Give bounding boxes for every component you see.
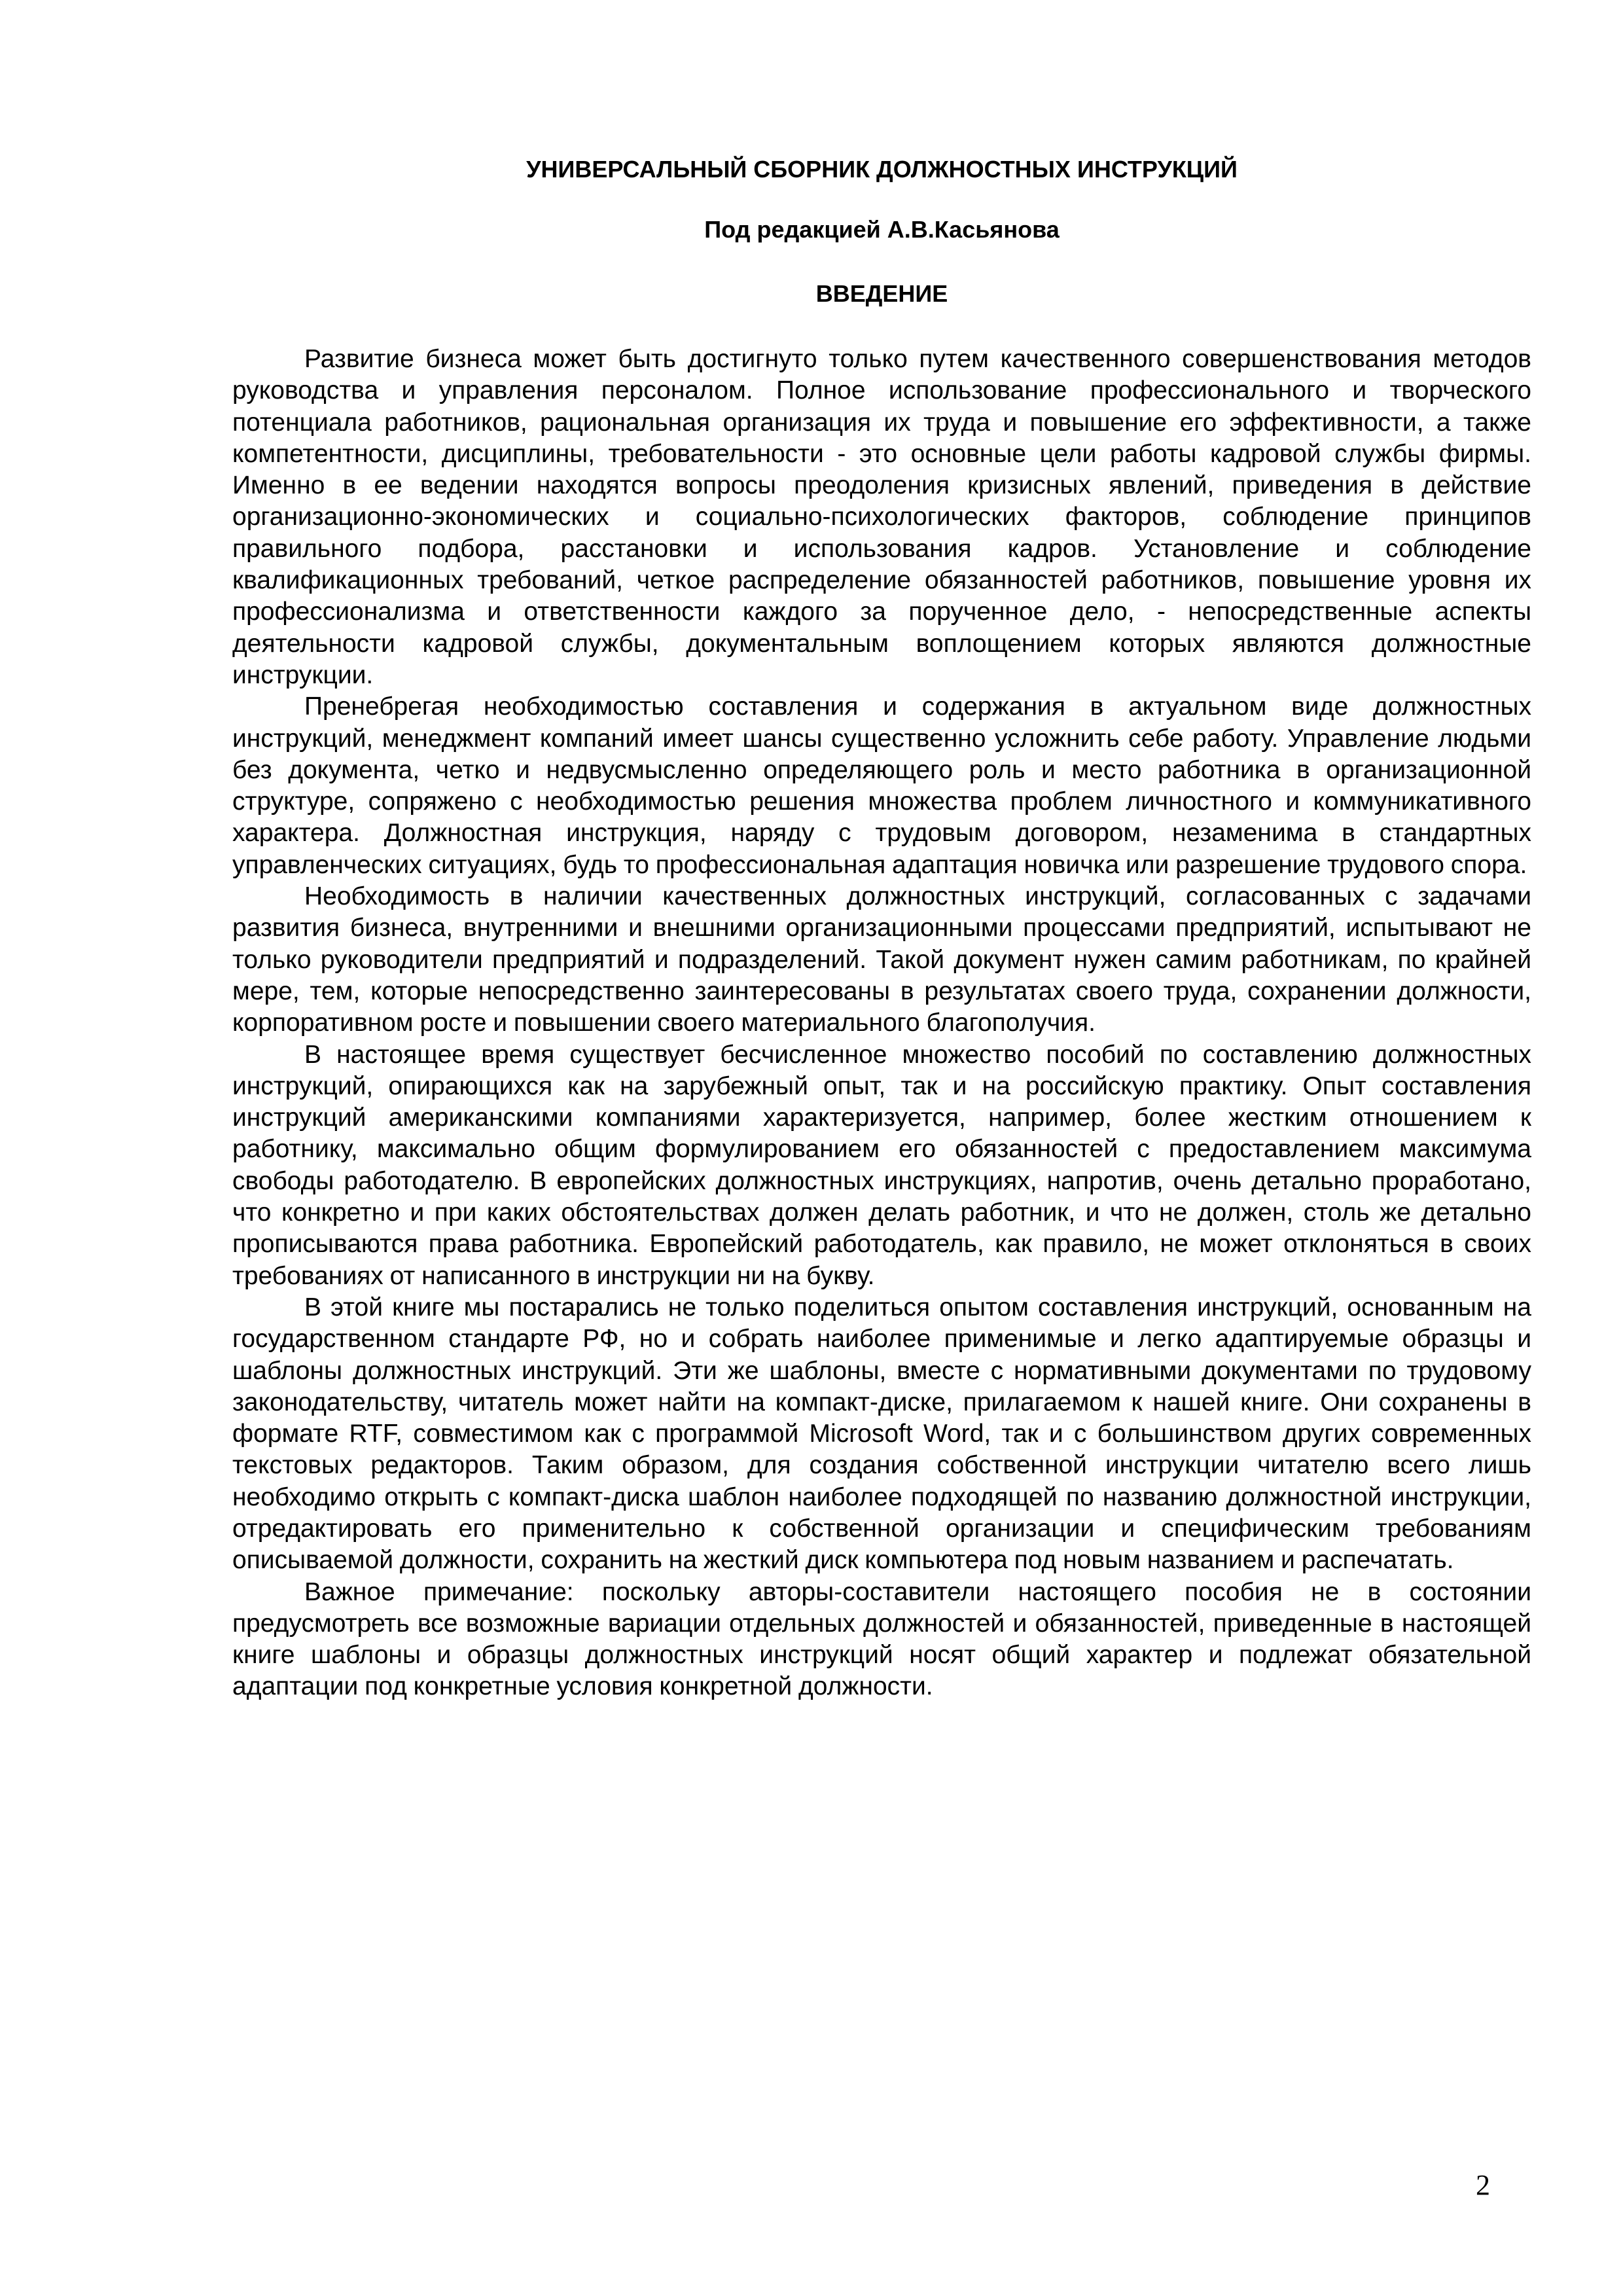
- document-title: УНИВЕРСАЛЬНЫЙ СБОРНИК ДОЛЖНОСТНЫХ ИНСТРУКЦИЙ: [526, 156, 1238, 183]
- body-text: [232, 344, 1531, 1703]
- paragraph-6: Важное примечание: поскольку авторы-составители настоящего пособия не в состоянии предусмотреть все возможные вариации отдельных должностей и обязанностей, приведенные в настоящей книге шаблоны и образцы должностных инструкций носят общий характер и подлежат обязательной адаптации под конкретные условия конкретной должности.: [232, 1577, 1531, 1701]
- paragraph-5: В этой книге мы постарались не только поделиться опытом составления инструкций, основанным на государственном стандарте РФ, но и собрать наиболее применимые и легко адаптируемые образцы и шаблоны должностных инструкций. Эти же шаблоны, вместе с нормативными документами по трудовому законодательству, читатель может найти на компакт-диске, прилагаемом к нашей книге. Они сохранены в формате RTF, совместимом как с программой Microsoft Word, так и с большинством других современных текстовых редакторов. Таким образом, для создания собственной инструкции читателю всего лишь необходимо открыть с компакт-диска шаблон наиболее подходящей по названию должностной инструкции, отредактировать его применительно к собственной организации и специфическим требованиям описываемой должности, сохранить на жесткий диск компьютера под новым названием и распечатать.: [232, 1293, 1531, 1575]
- page-number: 2: [1476, 2169, 1490, 2201]
- editor-line: Под редакцией А.В.Касьянова: [704, 216, 1060, 243]
- section-heading: ВВЕДЕНИЕ: [815, 280, 948, 307]
- paragraph-4: В настоящее время существует бесчисленное множество пособий по составлению должностных инструкций, опирающихся как на зарубежный опыт, так и на российскую практику. Опыт составления инструкций американскими компаниями характеризуется, например, более жестким отношением к работнику, максимально общим формулированием его обязанностей с предоставлением максимума свободы работодателю. В европейских должностных инструкциях, напротив, очень детально проработано, что конкретно и при каких обстоятельствах должен делать работник, и что не должен, столь же детально прописываются права работника. Европейский работодатель, как правило, не может отклоняться в своих требованиях от написанного в инструкции ни на букву.: [232, 1040, 1531, 1290]
- paragraph-2: Пренебрегая необходимостью составления и содержания в актуальном виде должностных инструкций, менеджмент компаний имеет шансы существенно усложнить себе работу. Управление людьми без документа, четко и недвусмысленно определяющего роль и место работника в организационной структуре, сопряжено с необходимостью решения множества проблем личностного и коммуникативного характера. Должностная инструкция, наряду с трудовым договором, незаменима в стандартных управленческих ситуациях, будь то профессиональная адаптация новичка или разрешение трудового спора.: [232, 692, 1531, 879]
- paragraph-1: Развитие бизнеса может быть достигнуто только путем качественного совершенствования методов руководства и управления персоналом. Полное использование профессионального и творческого потенциала работников, рациональная организация их труда и повышение его эффективности, а также компетентности, дисциплины, требовательности - это основные цели работы кадровой службы фирмы. Именно в ее ведении находятся вопросы преодоления кризисных явлений, приведения в действие организационно-экономических и социально-психологических факторов, соблюдение принципов правильного подбора, расстановки и использования кадров. Установление и соблюдение квалификационных требований, четкое распределение обязанностей работников, повышение уровня их профессионализма и ответственности каждого за порученное дело, - непосредственные аспекты деятельности кадровой службы, документальным воплощением которых являются должностные инструкции.: [232, 345, 1531, 689]
- paragraph-3: Необходимость в наличии качественных должностных инструкций, согласованных с задачами развития бизнеса, внутренними и внешними организационными процессами предприятий, испытывают не только руководители предприятий и подразделений. Такой документ нужен самим работникам, по крайней мере, тем, которые непосредственно заинтересованы в результатах своего труда, сохранении должности, корпоративном росте и повышении своего материального благополучия.: [232, 882, 1531, 1037]
